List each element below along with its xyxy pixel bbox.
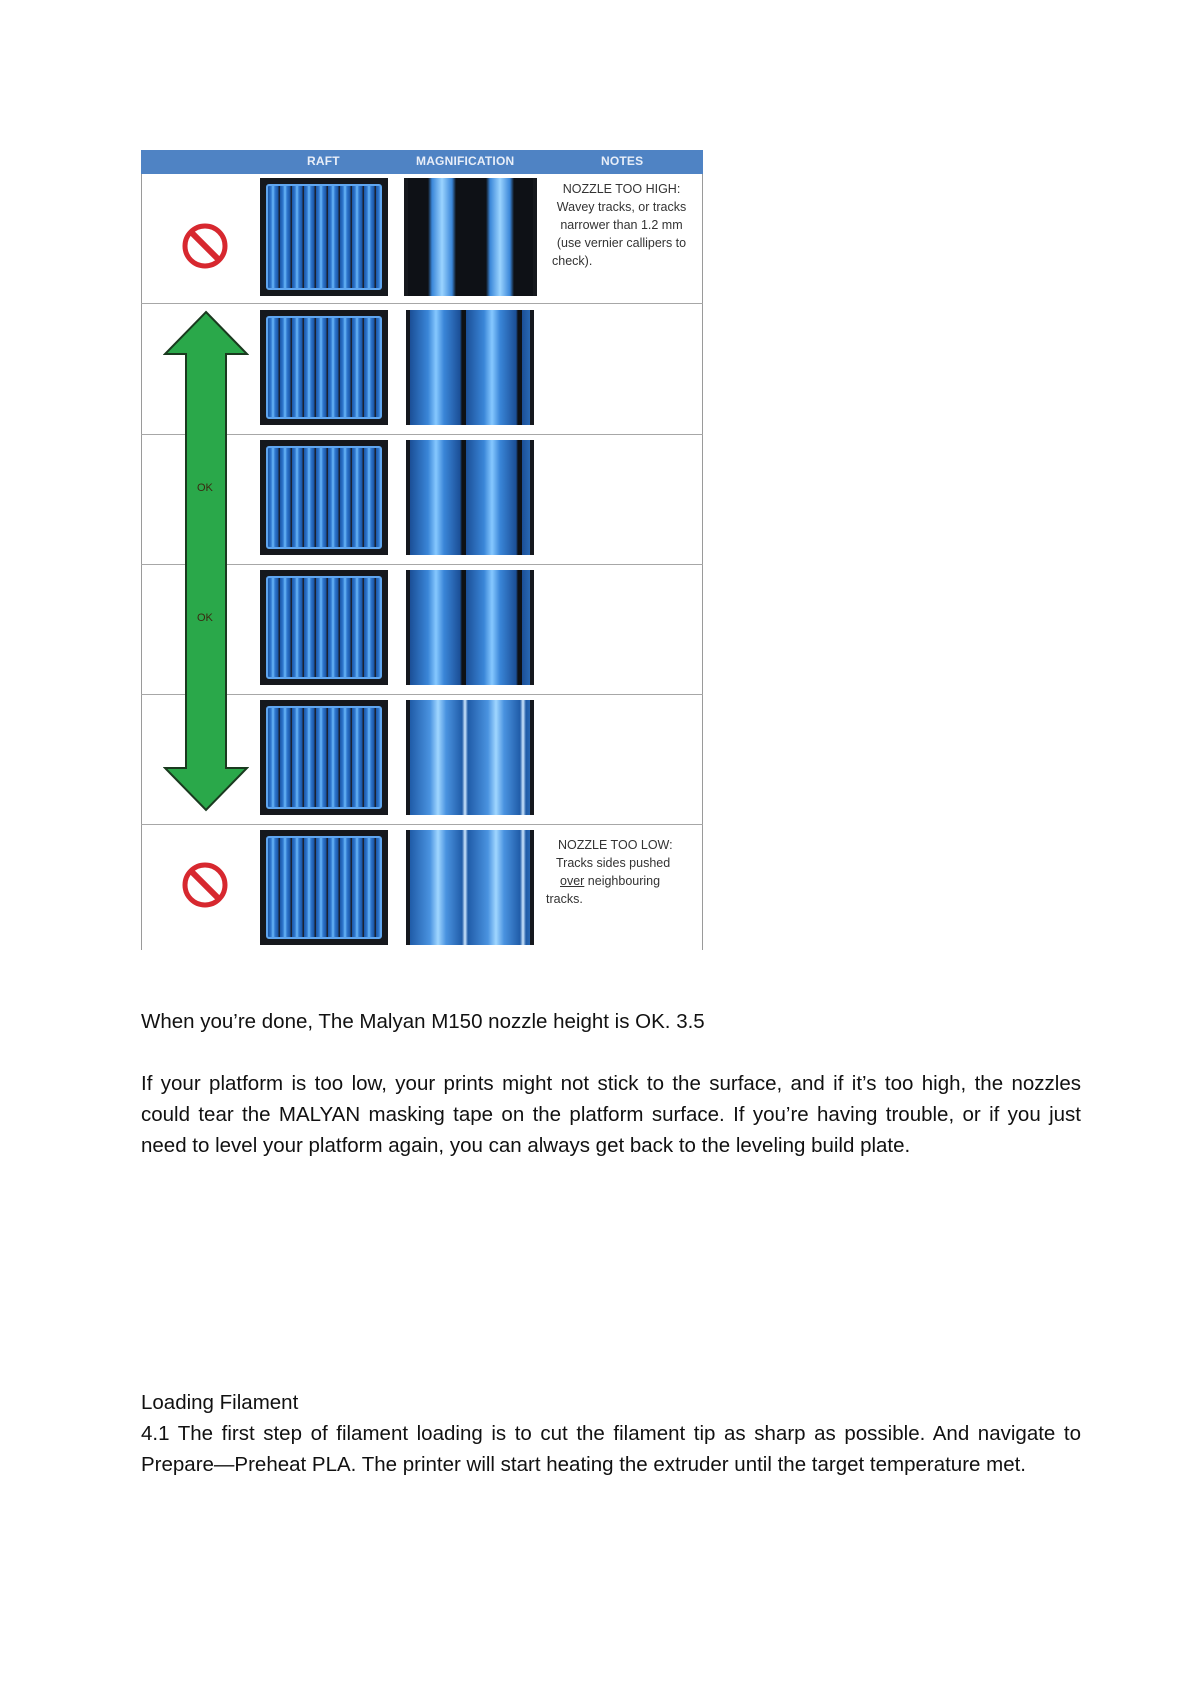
ok-label: OK <box>197 612 213 624</box>
header-raft: RAFT <box>307 154 340 168</box>
nozzle-height-figure <box>141 150 703 950</box>
ok-label: OK <box>197 482 213 494</box>
raft-photo <box>260 700 388 815</box>
raft-photo <box>260 310 388 425</box>
no-entry-icon <box>182 223 228 269</box>
platform-level-paragraph: If your platform is too low, your prints might not stick to the surface, and if it’s too high, the nozzles could tear the MALYAN masking tape on the platform surface. If you’re having trouble, or if you just need to level your platform again, you can always get back to the leveling build plate. <box>141 1072 1081 1157</box>
figure-header <box>141 150 703 174</box>
header-magnification: MAGNIFICATION <box>416 154 515 168</box>
magnification-photo-too-high <box>404 178 537 296</box>
magnification-photo <box>406 700 534 815</box>
nozzle-ok-text: When you’re done, The Malyan M150 nozzle height is OK. 3.5 <box>141 1010 705 1033</box>
row-divider <box>141 824 703 825</box>
step-4-1-paragraph: 4.1 The first step of filament loading is to cut the filament tip as sharp as possible. And navigate to Prepare—Preheat PLA. The printer will start heating the extruder until the target temperature met. <box>141 1422 1081 1476</box>
note-nozzle-too-low: NOZZLE TOO LOW: Tracks sides pushed over neighbouring tracks. <box>546 838 673 906</box>
magnification-photo <box>406 440 534 555</box>
raft-photo <box>260 570 388 685</box>
raft-photo <box>260 440 388 555</box>
magnification-photo <box>406 310 534 425</box>
no-entry-icon <box>182 862 228 908</box>
double-arrow-icon <box>163 310 249 812</box>
magnification-photo <box>406 570 534 685</box>
section-title-loading-filament: Loading Filament <box>141 1391 299 1414</box>
magnification-photo-too-low <box>406 830 534 945</box>
raft-photo-too-low <box>260 830 388 945</box>
raft-photo-too-high <box>260 178 388 296</box>
row-divider <box>141 303 703 304</box>
note-nozzle-too-high: NOZZLE TOO HIGH: Wavey tracks, or tracks narrower than 1.2 mm (use vernier callipers to check). <box>552 182 687 268</box>
header-notes: NOTES <box>601 154 644 168</box>
